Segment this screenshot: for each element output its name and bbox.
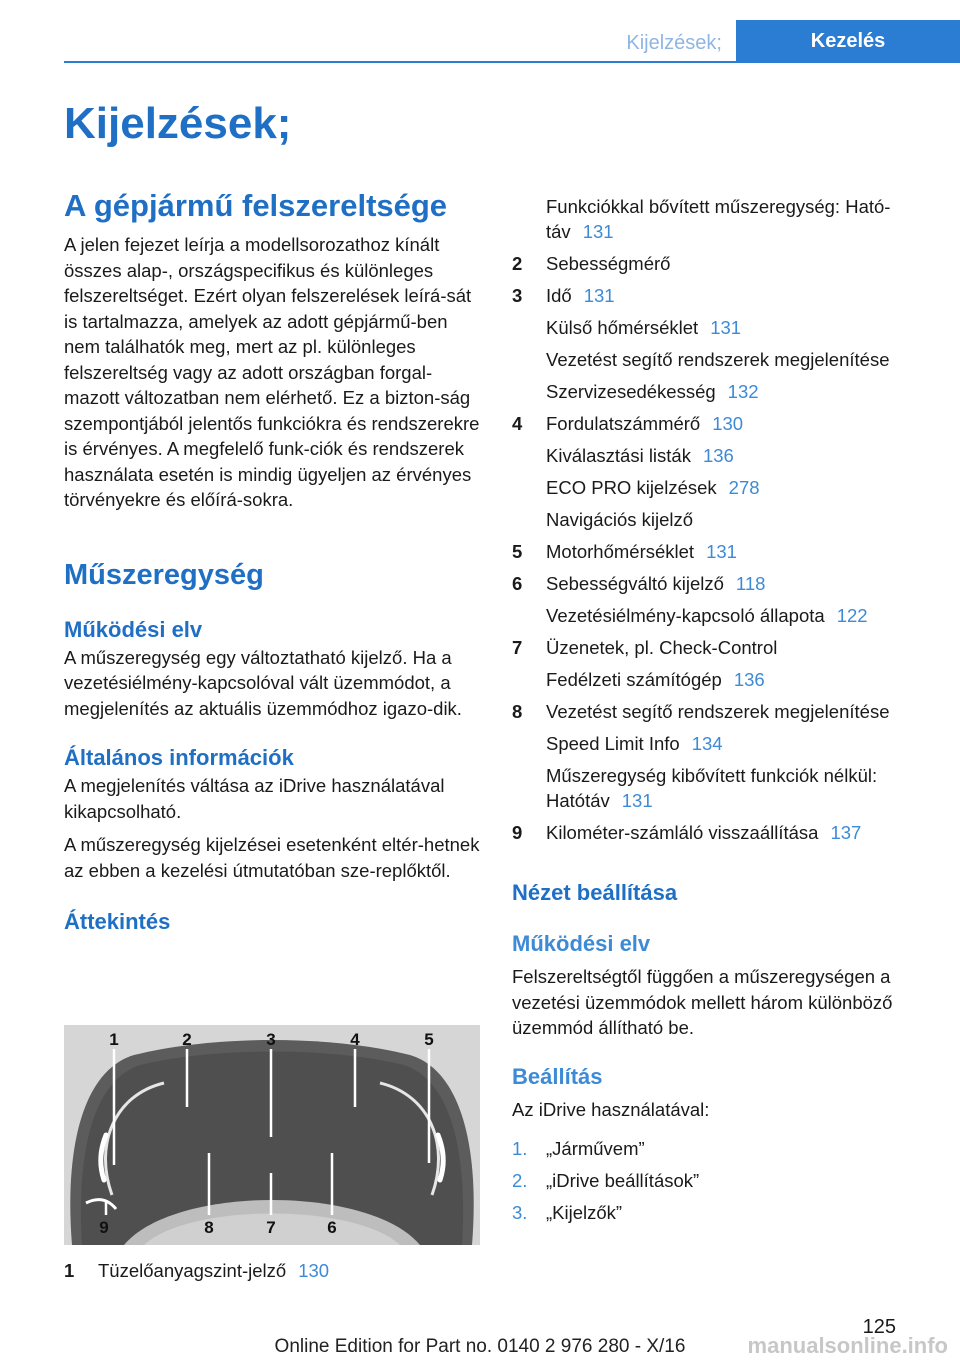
view-principle-heading: Működési elv	[512, 931, 651, 956]
page-ref[interactable]: 134	[691, 733, 723, 754]
legend-text-8a: Vezetést segítő rendszerek megjelenítése	[546, 701, 890, 722]
legend-num-2: 2	[512, 253, 523, 274]
step-num-2: 2.	[512, 1170, 528, 1191]
legend-text-3b: Külső hőmérséklet 131	[546, 317, 742, 338]
callout-6: 6	[327, 1218, 337, 1237]
page-number: 125	[862, 1316, 896, 1338]
page-ref[interactable]: 137	[830, 822, 862, 843]
legend-num-4: 4	[512, 413, 523, 434]
legend-text-3a: Idő 131	[546, 285, 615, 306]
legend-text-5: Motorhőmérséklet 131	[546, 541, 737, 562]
step-num-3: 3.	[512, 1202, 528, 1223]
instrument-cluster-illustration	[64, 1025, 480, 1245]
legend-text-9: Kilométer-számláló visszaállítása 137	[546, 822, 862, 843]
edition-footer: Online Edition for Part no. 0140 2 976 280 - X/16	[274, 1336, 686, 1357]
chapter-title: Kijelzések;	[64, 99, 292, 148]
left-column	[64, 98, 480, 937]
legend-num-6: 6	[512, 573, 523, 594]
callout-3: 3	[266, 1030, 276, 1049]
general-heading: Általános információk	[64, 745, 294, 770]
page-ref[interactable]: 122	[836, 605, 868, 626]
page-ref[interactable]: 278	[728, 477, 760, 498]
page-ref[interactable]: 131	[582, 221, 614, 242]
view-principle-paragraph: Felszereltségtől függően a műszeregységen a vezetési üzemmódok mellett három különböző üzemmód állítható be.	[512, 966, 893, 1038]
instrument-cluster-figure	[64, 1025, 480, 1245]
general-paragraph-1: A megjelenítés váltása az iDrive használatával kikapcsolható.	[64, 775, 445, 822]
principle-paragraph: A műszeregység egy változtatható kijelző. Ha a vezetésiélmény-kapcsolóval vált üzemmódot, a megjelenítés az aktuális üzemmódhoz igazo-dik.	[64, 646, 462, 719]
legend-text-4a: Fordulatszámmérő 130	[546, 413, 744, 434]
legend-text-8c: Műszeregység kibővített funkciók nélkül:	[546, 765, 878, 786]
page-ref[interactable]: 136	[702, 445, 734, 466]
legend-text-3d: Szervizesedékesség 132	[546, 381, 759, 402]
callout-2: 2	[182, 1030, 192, 1049]
page-ref[interactable]: 131	[710, 317, 742, 338]
legend-text-7a: Üzenetek, pl. Check-Control	[546, 637, 778, 658]
callout-8: 8	[204, 1218, 214, 1237]
running-header-section: Kijelzések;	[626, 32, 722, 54]
legend-text-1c: táv 131	[546, 221, 614, 242]
legend-text-6b: Vezetésiélmény-kapcsoló állapota 122	[546, 605, 868, 626]
legend-text-8b: Speed Limit Info 134	[546, 733, 723, 754]
step-text-1: „Járművem”	[546, 1138, 645, 1159]
legend-text-1: Tüzelőanyagszint-jelző 130	[98, 1260, 330, 1281]
legend-text-7b: Fedélzeti számítógép 136	[546, 669, 765, 690]
legend-num-5: 5	[512, 541, 523, 562]
step-num-1: 1.	[512, 1138, 528, 1159]
setting-intro: Az iDrive használatával:	[512, 1099, 710, 1120]
legend-text-1b: Funkciókkal bővített műszeregység: Ható-	[546, 196, 891, 217]
page-ref[interactable]: 130	[712, 413, 744, 434]
page-ref[interactable]: 131	[706, 541, 737, 562]
page-ref[interactable]: 136	[733, 669, 765, 690]
callout-9: 9	[99, 1218, 109, 1237]
page-ref[interactable]: 130	[298, 1260, 330, 1281]
overview-heading: Áttekintés	[64, 909, 171, 934]
legend-num-1: 1	[64, 1260, 75, 1281]
step-text-2: „iDrive beállítások”	[546, 1170, 700, 1191]
general-paragraph-2: A műszeregység kijelzései esetenként eltér-hetnek az ebben a kezelési útmutatóban sze-replőktől.	[64, 834, 480, 881]
legend-num-8: 8	[512, 701, 523, 722]
watermark: manualsonline.info	[747, 1333, 948, 1358]
legend-num-3: 3	[512, 285, 523, 306]
callout-7: 7	[266, 1218, 276, 1237]
page-ref[interactable]: 132	[727, 381, 759, 402]
running-header-tab: Kezelés	[736, 20, 960, 63]
intro-paragraph: A jelen fejezet leírja a modellsorozathoz kínált összes alap-, országspecifikus és különleges felszereltséget. Ezért olyan felszerelések leírá-sát is tartalmazza, amelyek az adott gépjármű-ben nem találhatók meg, mert az pl. különleges felszereltség vagy az adott országban forgal-mazott változatban nem elérhető. Ez a bizton-ság szempontjából jelentős funkciókra és rendszerekre is érvényes. A megfelelő funk-ciók és rendszerek használata esetén is mindig ügyeljen az érvényes törvényekre és előírá-sokra.	[64, 234, 480, 510]
callout-4: 4	[350, 1030, 360, 1049]
legend-num-7: 7	[512, 637, 523, 658]
legend-text-3c: Vezetést segítő rendszerek megjelenítése	[546, 349, 890, 370]
legend-text-4d: Navigációs kijelző	[546, 509, 694, 530]
subchapter-title: A gépjármű felszereltsége	[64, 188, 448, 223]
legend-text-6a: Sebességváltó kijelző 118	[546, 573, 766, 594]
callout-1: 1	[109, 1030, 119, 1049]
view-settings-heading: Nézet beállítása	[512, 880, 678, 905]
legend-num-9: 9	[512, 822, 523, 843]
principle-heading: Működési elv	[64, 616, 203, 642]
callout-5: 5	[424, 1030, 434, 1049]
page-ref[interactable]: 131	[583, 285, 615, 306]
page-ref[interactable]: 131	[621, 790, 653, 811]
step-text-3: „Kijelzők”	[546, 1202, 623, 1223]
setting-heading: Beállítás	[512, 1064, 603, 1089]
page-ref[interactable]: 118	[735, 573, 766, 594]
legend-text-4c: ECO PRO kijelzések 278	[546, 477, 760, 498]
legend-text-2: Sebességmérő	[546, 253, 671, 274]
section-title: Műszeregység	[64, 558, 264, 591]
legend-text-4b: Kiválasztási listák 136	[546, 445, 734, 466]
legend-text-8d: Hatótáv 131	[546, 790, 653, 811]
header-rule	[64, 61, 960, 63]
